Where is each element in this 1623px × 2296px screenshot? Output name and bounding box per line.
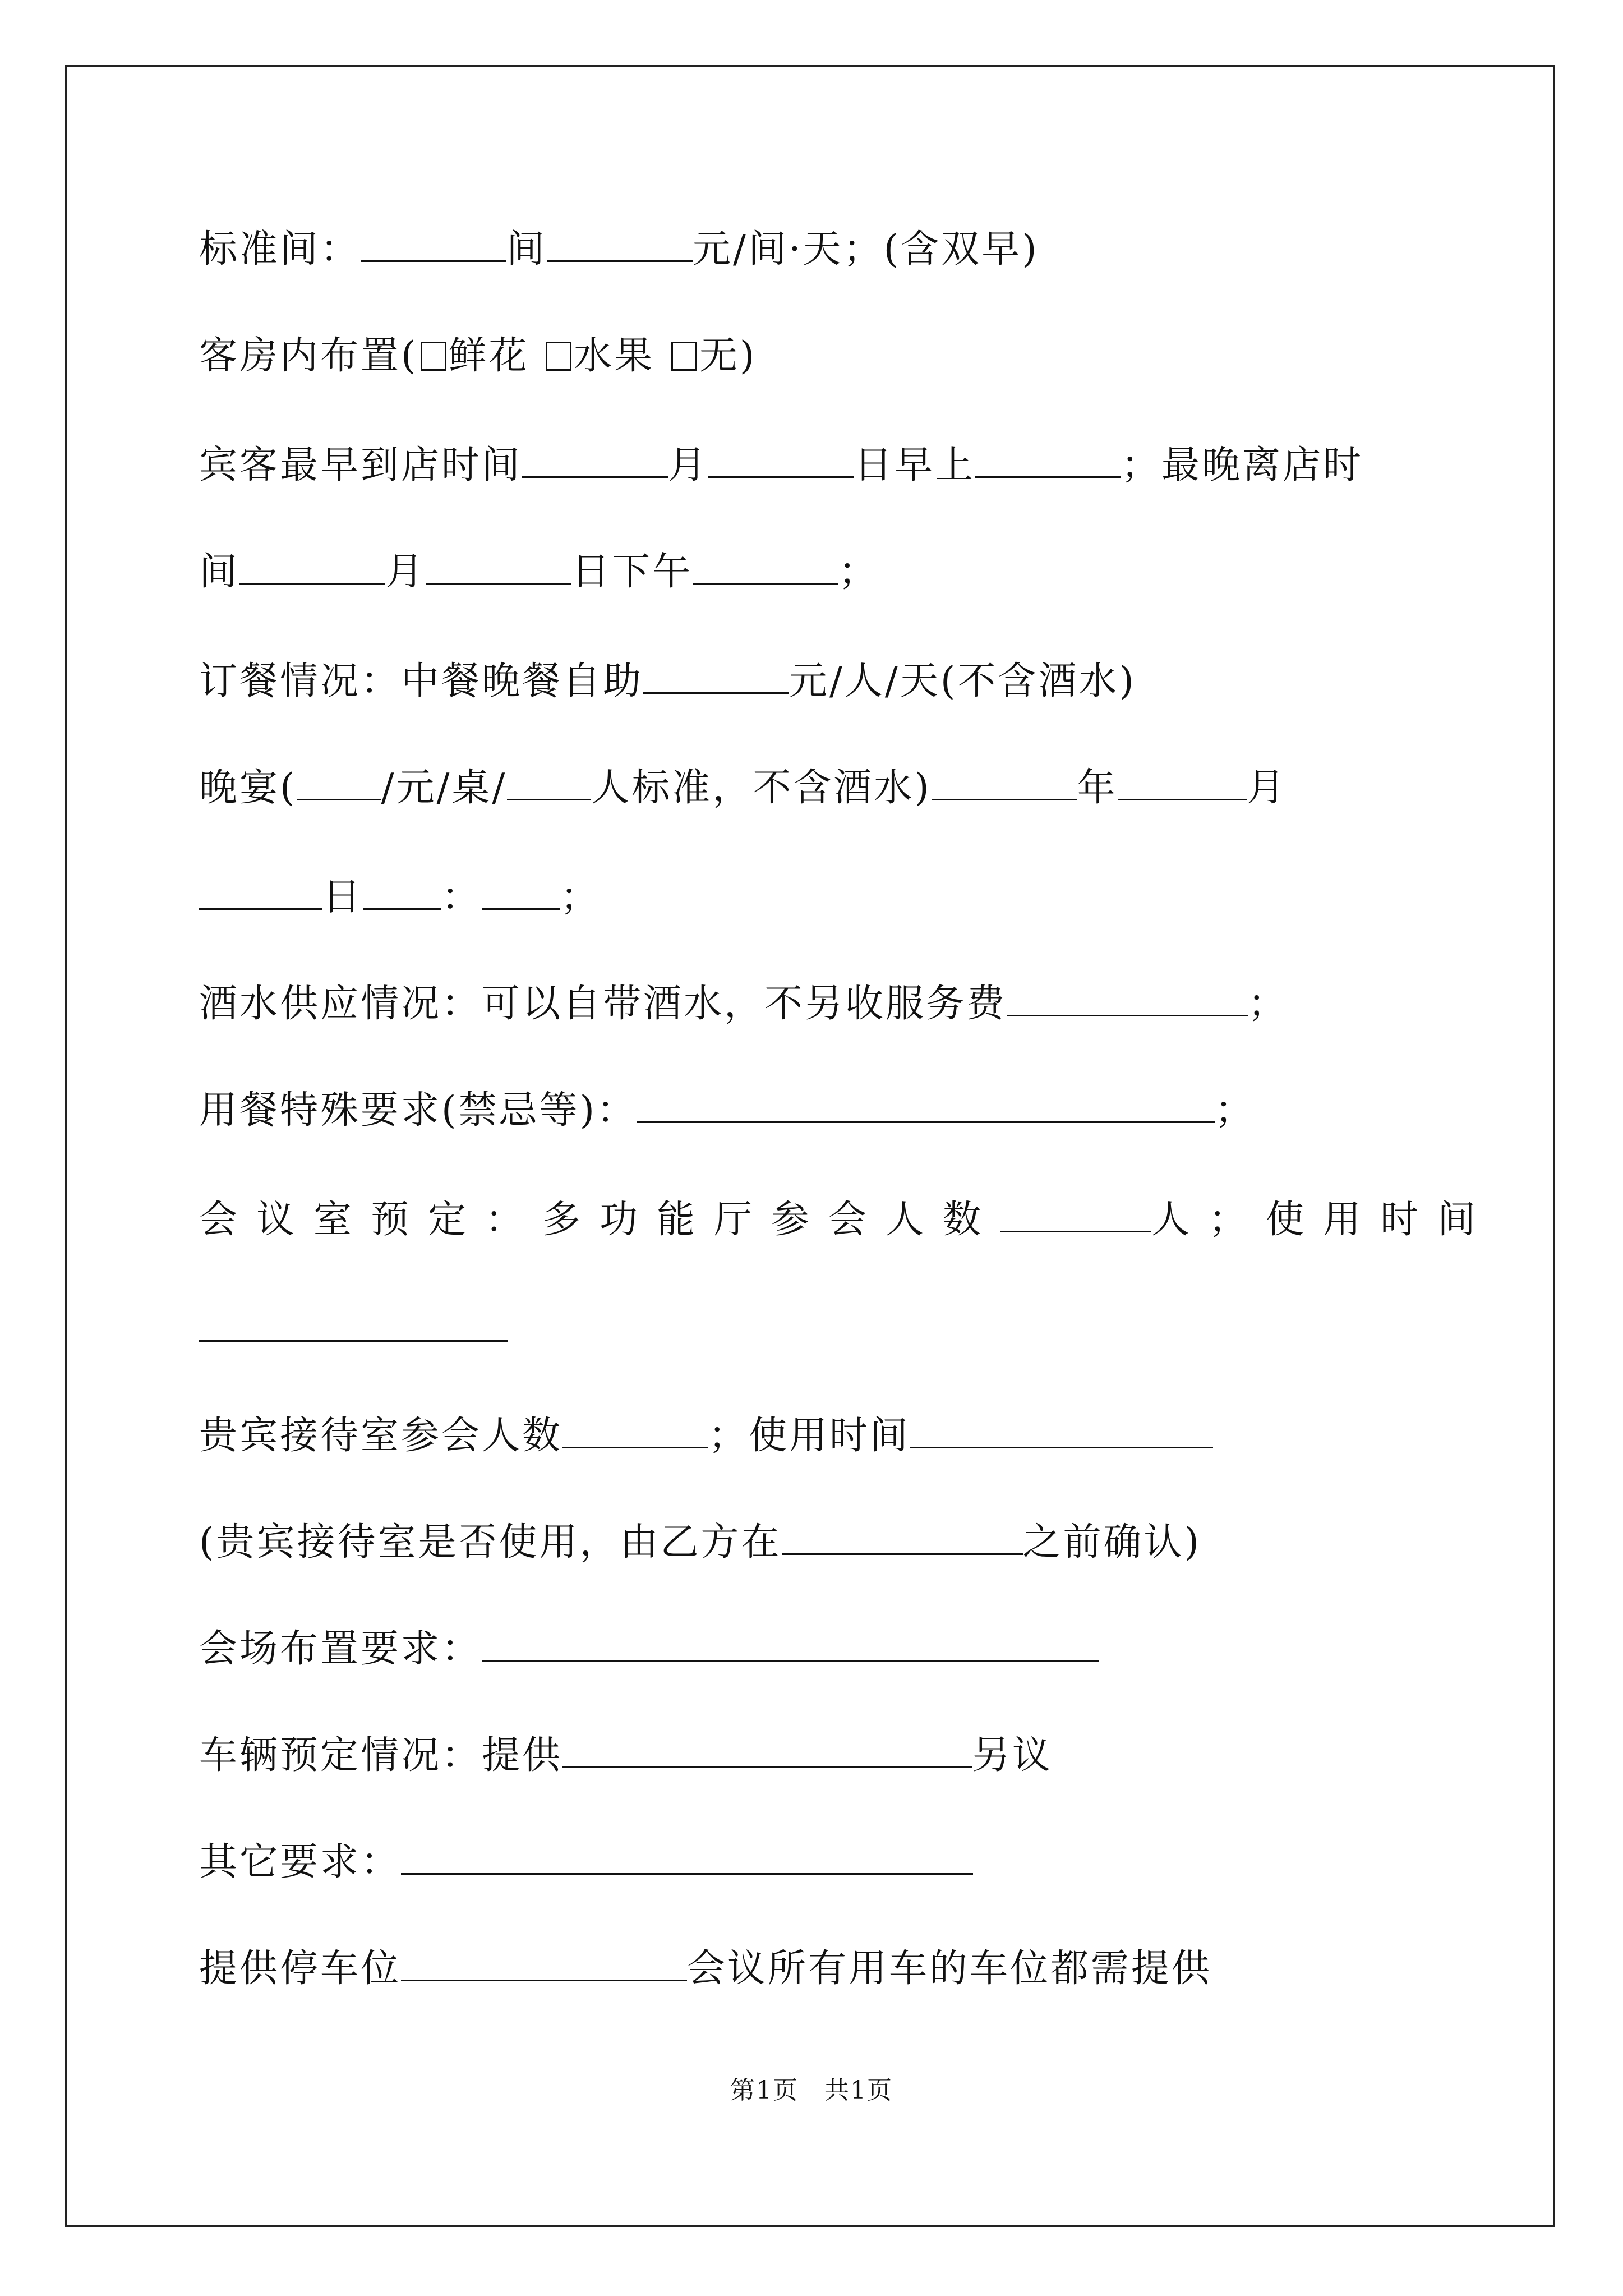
meeting-room-label: 会议室预定：多功能厅参会人数 — [199, 1198, 1000, 1242]
venue-blank[interactable] — [482, 1625, 1099, 1662]
banquet-hour-blank[interactable] — [363, 873, 441, 910]
meeting-time-line — [199, 1304, 1424, 1355]
arrival-day-label: 日早上 — [854, 443, 976, 487]
vip-confirm-date-blank[interactable] — [782, 1519, 1023, 1555]
dietary-blank[interactable] — [637, 1087, 1215, 1123]
standard-room-line — [199, 224, 1424, 275]
arrival-line — [199, 440, 1424, 491]
room-unit-label: 间 — [506, 227, 547, 272]
vip-time-blank[interactable] — [910, 1412, 1213, 1448]
banquet-year-label: 年 — [1077, 766, 1118, 810]
venue-line — [199, 1624, 1424, 1674]
parking-line — [199, 1944, 1424, 1994]
departure-line — [199, 547, 1424, 597]
meals-line — [199, 656, 1424, 707]
standard-room-label: 标准间： — [199, 227, 361, 272]
arrival-time-blank[interactable] — [975, 441, 1121, 478]
banquet-people-blank[interactable] — [507, 764, 591, 800]
meeting-room-line — [199, 1195, 1495, 1245]
departure-cont-label: 间 — [199, 550, 240, 594]
banquet-year-blank[interactable] — [932, 764, 1077, 800]
banquet-colon: ： — [441, 875, 482, 919]
vip-confirm-label: (贵宾接待室是否使用，由乙方在 — [199, 1520, 782, 1565]
page-border — [65, 65, 1555, 2227]
vehicle-label: 车辆预定情况：提供 — [199, 1733, 563, 1778]
banquet-line — [199, 763, 1424, 813]
vehicle-blank[interactable] — [562, 1732, 972, 1768]
fruit-label: 水果 — [574, 334, 655, 378]
flowers-checkbox[interactable] — [421, 342, 446, 371]
vip-people-blank[interactable] — [562, 1412, 708, 1448]
parking-end: 会议所有用车的车位都需提供 — [687, 1947, 1212, 1991]
vip-use-time-label: ；使用时间 — [708, 1414, 911, 1458]
page-footer: 第1页 共1页 — [730, 2076, 893, 2105]
dietary-end: ； — [1215, 1088, 1256, 1133]
banquet-end: ； — [560, 875, 601, 919]
banquet-yuan-table: /元/桌/ — [381, 766, 508, 810]
vehicle-line — [199, 1731, 1424, 1781]
arrival-month-blank[interactable] — [522, 441, 668, 478]
fruit-checkbox[interactable] — [546, 342, 571, 371]
banquet-day-blank[interactable] — [199, 873, 322, 910]
vip-confirm-end: 之前确认) — [1022, 1520, 1202, 1565]
meeting-time-blank[interactable] — [199, 1305, 508, 1342]
other-label: 其它要求： — [199, 1840, 402, 1884]
vip-room-line — [199, 1411, 1424, 1461]
departure-month-blank[interactable] — [239, 548, 385, 585]
dietary-label: 用餐特殊要求(禁忌等)： — [199, 1088, 638, 1133]
banquet-minute-blank[interactable] — [482, 873, 560, 910]
meals-price-blank[interactable] — [643, 657, 789, 694]
parking-blank[interactable] — [401, 1945, 687, 1981]
meals-unit: 元/人/天(不含酒水) — [789, 659, 1136, 703]
drinks-label: 酒水供应情况：可以自带酒水，不另收服务费 — [199, 982, 1007, 1026]
banquet-label: 晚宴( — [199, 766, 297, 810]
room-decor-line — [199, 331, 1424, 381]
banquet-day-label: 日 — [322, 875, 363, 919]
banquet-people-std: 人标准，不含酒水) — [591, 766, 932, 810]
none-label: 无) — [699, 334, 757, 378]
room-price-blank[interactable] — [547, 226, 693, 262]
parking-label: 提供停车位 — [199, 1947, 402, 1991]
vip-room-label: 贵宾接待室参会人数 — [199, 1414, 563, 1458]
departure-end: ； — [838, 550, 879, 594]
other-line — [199, 1837, 1424, 1888]
meals-label: 订餐情况：中餐晚餐自助 — [199, 659, 644, 703]
departure-day-label: 日下午 — [571, 550, 693, 594]
dietary-line — [199, 1085, 1424, 1136]
arrival-label: 宾客最早到店时间 — [199, 443, 523, 487]
flowers-label: 鲜花 — [448, 334, 529, 378]
meeting-people-label: 人；使用时间 — [1151, 1198, 1495, 1242]
vehicle-end: 另议 — [972, 1733, 1053, 1778]
departure-time-blank[interactable] — [693, 548, 838, 585]
banquet-price-blank[interactable] — [297, 764, 381, 800]
banquet-month-label: 月 — [1246, 766, 1287, 810]
departure-day-blank[interactable] — [426, 548, 571, 585]
room-decor-label: 客房内布置( — [199, 334, 418, 378]
arrival-day-blank[interactable] — [708, 441, 854, 478]
vip-confirm-line — [199, 1517, 1424, 1568]
drinks-line — [199, 979, 1424, 1029]
service-fee-blank[interactable] — [1007, 980, 1248, 1016]
drinks-end: ； — [1248, 982, 1289, 1026]
other-blank[interactable] — [401, 1838, 973, 1875]
banquet-month-blank[interactable] — [1118, 764, 1247, 800]
room-price-unit: 元/间·天；(含双早) — [693, 227, 1039, 272]
venue-label: 会场布置要求： — [199, 1627, 482, 1671]
latest-departure-label: ；最晚离店时 — [1121, 443, 1364, 487]
none-checkbox[interactable] — [671, 342, 697, 371]
arrival-month-label: 月 — [668, 443, 709, 487]
banquet-time-line — [199, 872, 1424, 923]
meeting-people-blank[interactable] — [1000, 1196, 1151, 1232]
room-count-blank[interactable] — [361, 226, 506, 262]
departure-month-label: 月 — [385, 550, 426, 594]
